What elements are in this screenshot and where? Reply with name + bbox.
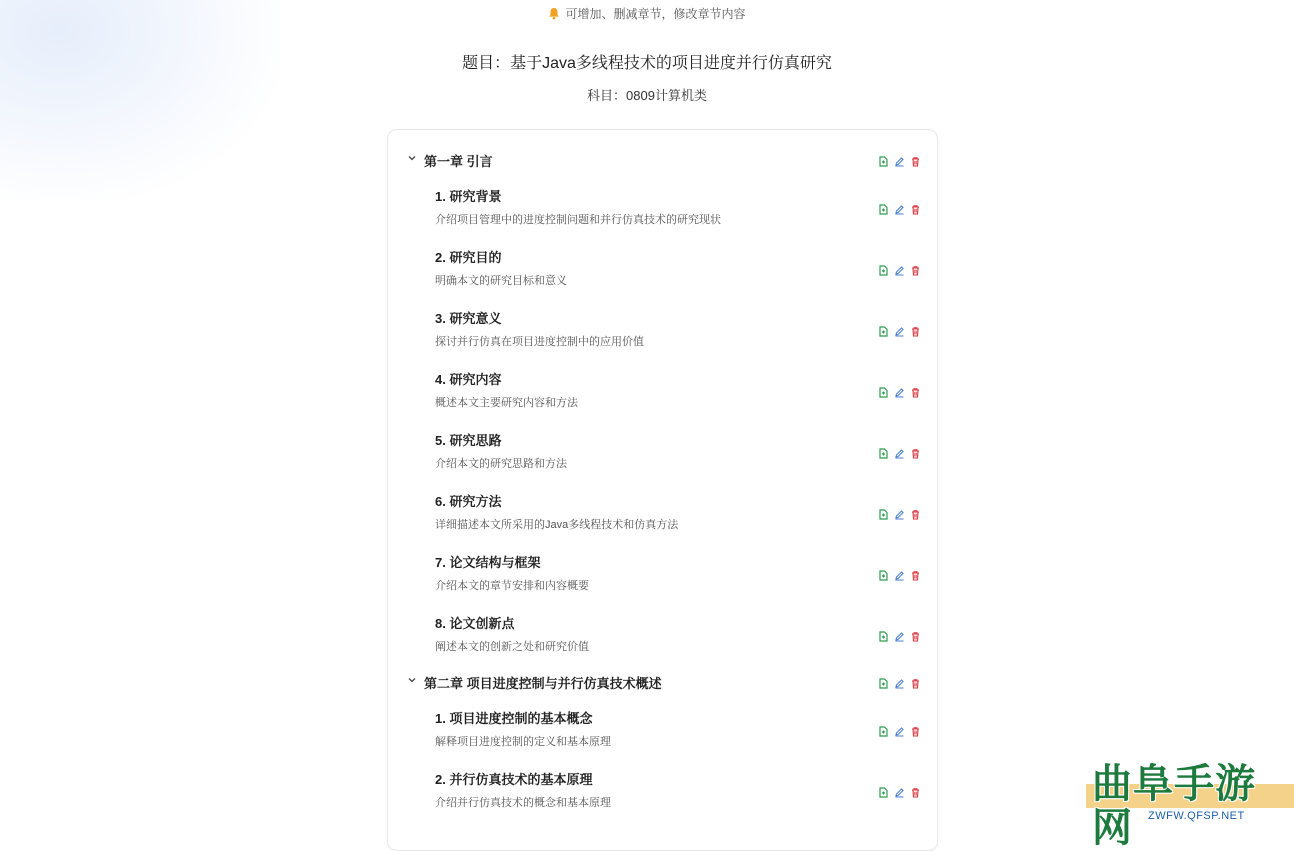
chapter-title: 第二章 项目进度控制与并行仿真技术概述 <box>424 675 662 691</box>
section-actions <box>878 446 921 457</box>
add-file-icon[interactable] <box>878 568 889 579</box>
add-file-icon[interactable] <box>878 202 889 213</box>
section-title: 7. 论文结构与框架 <box>435 555 541 570</box>
edit-pencil-icon[interactable] <box>894 507 905 518</box>
section-title: 1. 项目进度控制的基本概念 <box>435 711 593 726</box>
section-title: 2. 研究目的 <box>435 250 502 265</box>
edit-pencil-icon[interactable] <box>894 568 905 579</box>
edit-pencil-icon[interactable] <box>894 263 905 274</box>
section-description: 探讨并行仿真在项目进度控制中的应用价值 <box>435 336 644 348</box>
section-actions <box>878 324 921 335</box>
add-file-icon[interactable] <box>878 385 889 396</box>
delete-trash-icon[interactable] <box>910 507 921 518</box>
subject-label: 科目：0809计算机类 <box>587 88 707 103</box>
section-item[interactable] <box>435 310 921 349</box>
section-title: 1. 研究背景 <box>435 189 502 204</box>
delete-trash-icon[interactable] <box>910 202 921 213</box>
delete-trash-icon[interactable] <box>910 785 921 796</box>
section-actions <box>878 568 921 579</box>
add-file-icon[interactable] <box>878 629 889 640</box>
section-item[interactable] <box>435 493 921 532</box>
delete-trash-icon[interactable] <box>910 324 921 335</box>
outline-card <box>387 129 938 851</box>
section-title: 6. 研究方法 <box>435 494 502 509</box>
section-description: 阐述本文的创新之处和研究价值 <box>435 641 589 653</box>
edit-pencil-icon[interactable] <box>894 385 905 396</box>
section-item[interactable] <box>435 554 921 593</box>
section-item[interactable] <box>435 432 921 471</box>
section-title: 5. 研究思路 <box>435 433 502 448</box>
bell-icon <box>548 7 560 20</box>
edit-pencil-icon[interactable] <box>894 785 905 796</box>
section-actions <box>878 385 921 396</box>
section-item[interactable] <box>435 615 921 654</box>
edit-pencil-icon[interactable] <box>894 629 905 640</box>
tip-text: 可增加、删减章节，修改章节内容 <box>565 7 746 21</box>
edit-pencil-icon[interactable] <box>894 154 905 165</box>
watermark-logo: 曲阜手游网 ZWFW.QFSP.NET <box>1086 760 1294 822</box>
section-actions <box>878 724 921 735</box>
edit-pencil-icon[interactable] <box>894 676 905 687</box>
chapter-title: 第一章 引言 <box>424 153 493 169</box>
edit-pencil-icon[interactable] <box>894 324 905 335</box>
edit-pencil-icon[interactable] <box>894 724 905 735</box>
add-file-icon[interactable] <box>878 263 889 274</box>
delete-trash-icon[interactable] <box>910 629 921 640</box>
delete-trash-icon[interactable] <box>910 263 921 274</box>
section-item[interactable] <box>435 371 921 410</box>
section-description: 解释项目进度控制的定义和基本原理 <box>435 736 611 748</box>
delete-trash-icon[interactable] <box>910 446 921 457</box>
section-actions <box>878 507 921 518</box>
add-file-icon[interactable] <box>878 324 889 335</box>
section-item[interactable] <box>435 188 921 227</box>
section-description: 介绍并行仿真技术的概念和基本原理 <box>435 797 611 809</box>
add-file-icon[interactable] <box>878 446 889 457</box>
page-title: 题目：基于Java多线程技术的项目进度并行仿真研究 <box>462 55 832 72</box>
delete-trash-icon[interactable] <box>910 385 921 396</box>
delete-trash-icon[interactable] <box>910 676 921 687</box>
section-title: 8. 论文创新点 <box>435 616 515 631</box>
add-file-icon[interactable] <box>878 785 889 796</box>
chapter-actions <box>878 154 921 165</box>
section-actions <box>878 629 921 640</box>
chapter-actions <box>878 676 921 687</box>
section-title: 3. 研究意义 <box>435 311 502 326</box>
section-actions <box>878 202 921 213</box>
section-description: 明确本文的研究目标和意义 <box>435 275 567 287</box>
section-title: 4. 研究内容 <box>435 372 502 387</box>
section-item[interactable] <box>435 771 921 810</box>
add-file-icon[interactable] <box>878 507 889 518</box>
section-actions <box>878 263 921 274</box>
section-item[interactable] <box>435 249 921 288</box>
section-description: 介绍本文的研究思路和方法 <box>435 458 567 470</box>
section-description: 详细描述本文所采用的Java多线程技术和仿真方法 <box>435 519 679 531</box>
section-title: 2. 并行仿真技术的基本原理 <box>435 772 593 787</box>
chevron-down-icon[interactable] <box>406 673 424 691</box>
add-file-icon[interactable] <box>878 724 889 735</box>
section-description: 介绍本文的章节安排和内容概要 <box>435 580 589 592</box>
section-actions <box>878 785 921 796</box>
add-file-icon[interactable] <box>878 676 889 687</box>
delete-trash-icon[interactable] <box>910 568 921 579</box>
section-description: 介绍项目管理中的进度控制问题和并行仿真技术的研究现状 <box>435 214 721 226</box>
delete-trash-icon[interactable] <box>910 724 921 735</box>
section-description: 概述本文主要研究内容和方法 <box>435 397 578 409</box>
edit-pencil-icon[interactable] <box>894 202 905 213</box>
chevron-down-icon[interactable] <box>406 151 424 169</box>
tip-banner <box>0 5 1294 22</box>
chapter-row[interactable] <box>406 672 921 692</box>
add-file-icon[interactable] <box>878 154 889 165</box>
edit-pencil-icon[interactable] <box>894 446 905 457</box>
section-item[interactable] <box>435 710 921 749</box>
chapter-row[interactable] <box>406 150 921 170</box>
delete-trash-icon[interactable] <box>910 154 921 165</box>
